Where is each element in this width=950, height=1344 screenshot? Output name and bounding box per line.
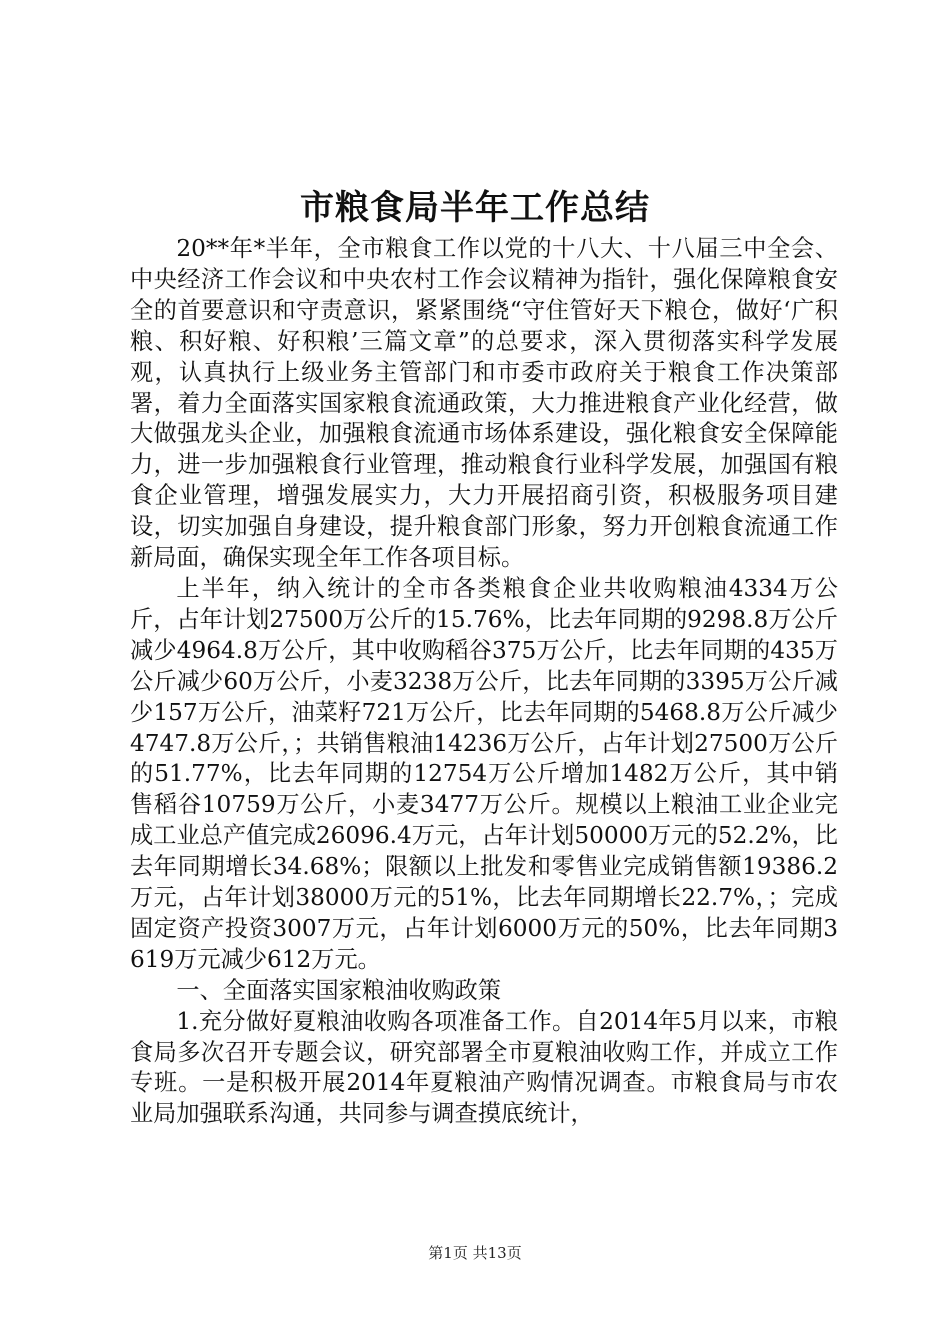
paragraph-section-1: 1.充分做好夏粮油收购各项准备工作。自2014年5月以来，市粮食局多次召开专题会议，研究部署全市夏粮油收购工作，并成立工作专班。一是积极开展2014年夏粮油产购情况调查。市粮食局与市农业局加强联系沟通，共同参与调查摸底统计，	[130, 1007, 838, 1128]
page-number-footer: 第1页 共13页	[428, 1244, 522, 1262]
document-title: 市粮食局半年工作总结	[300, 188, 650, 228]
document-body	[130, 234, 838, 1130]
paragraph-intro: 20**年*半年，全市粮食工作以党的十八大、十八届三中全会、中央经济工作会议和中央农村工作会议精神为指针，强化保障粮食安全的首要意识和守责意识，紧紧围绕“守住管好天下粮仓，做好‘广积粮、积好粮、好积粮’三篇文章”的总要求，深入贯彻落实科学发展观，认真执行上级业务主管部门和市委市政府关于粮食工作决策部署，着力全面落实国家粮食流通政策，大力推进粮食产业化经营，做大做强龙头企业，加强粮食流通市场体系建设，强化粮食安全保障能力，进一步加强粮食行业管理，推动粮食行业科学发展，加强国有粮食企业管理，增强发展实力，大力开展招商引资，积极服务项目建设，切实加强自身建设，提升粮食部门形象，努力开创粮食流通工作新局面，确保实现全年工作各项目标。	[130, 235, 838, 572]
section-heading: 一、全面落实国家粮油收购政策	[176, 976, 502, 1004]
paragraph-statistics: 上半年，纳入统计的全市各类粮食企业共收购粮油4334万公斤，占年计划27500万公斤的15.76%，比去年同期的9298.8万公斤减少4964.8万公斤，其中收购稻谷375万公斤，比去年同期的435万公斤减少60万公斤，小麦3238万公斤，比去年同期的3395万公斤减少157万公斤，油菜籽721万公斤，比去年同期的5468.8万公斤减少4747.8万公斤，；共销售粮油14236万公斤，占年计划27500万公斤的51.77%，比去年同期的12754万公斤增加1482万公斤，其中销售稻谷10759万公斤，小麦3477万公斤。规模以上粮油工业企业完成工业总产值完成26096.4万元，占年计划50000万元的52.2%，比去年同期增长34.68%；限额以上批发和零售业完成销售额19386.2万元，占年计划38000万元的51%，比去年同期增长22.7%，；完成固定资产投资3007万元，占年计划6000万元的50%，比去年同期3619万元减少612万元。	[130, 574, 838, 973]
